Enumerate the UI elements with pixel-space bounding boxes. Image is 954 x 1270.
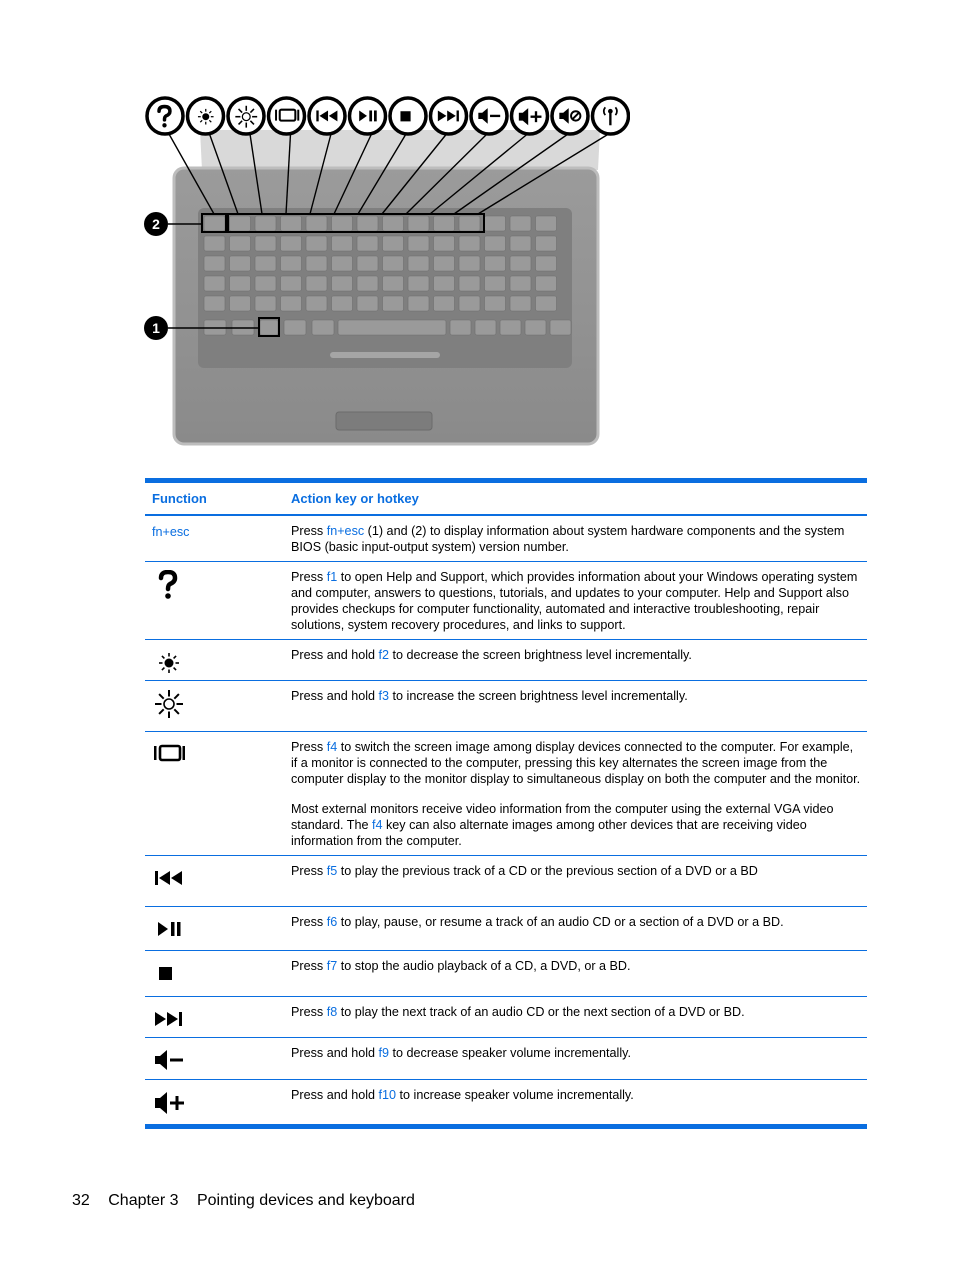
brightness-down-icon bbox=[152, 648, 284, 678]
keyboard-key bbox=[332, 296, 353, 311]
display-switch-icon bbox=[269, 98, 305, 134]
keyboard-key bbox=[204, 276, 225, 291]
description-text: Press and hold bbox=[291, 1046, 379, 1060]
description-text: to open Help and Support, which provides information about your Windows operating system and computer, answers to questions, tutorials, and updates to your computer. Help and Support also provides checkups for computer functionality, automated and interactive troubleshooting, repair solutions, system recovery procedures, and links to support. bbox=[291, 570, 858, 632]
action-description-cell bbox=[284, 951, 867, 996]
previous-track-icon bbox=[309, 98, 345, 134]
keyboard-key bbox=[260, 320, 278, 335]
action-description bbox=[291, 523, 861, 555]
action-description bbox=[291, 569, 861, 633]
next-track-icon bbox=[152, 1005, 284, 1035]
svg-text:1: 1 bbox=[152, 320, 160, 336]
keyboard-key bbox=[475, 320, 496, 335]
function-cell bbox=[145, 516, 284, 561]
previous-track-icon bbox=[152, 864, 284, 894]
page-footer bbox=[72, 1192, 429, 1210]
description-text: (1) and (2) to display information about system hardware components and the system BIOS (basic input-output system) version number. bbox=[291, 524, 845, 554]
function-cell bbox=[145, 640, 284, 680]
keyboard-key bbox=[383, 236, 404, 251]
keyboard-key bbox=[230, 236, 251, 251]
keyboard-key bbox=[536, 216, 557, 231]
hotkey-reference: f9 bbox=[378, 1046, 390, 1060]
action-description bbox=[291, 1045, 861, 1061]
description-text: key can also alternate images among other devices that are receiving video information from the computer. bbox=[291, 818, 807, 848]
description-text: Press bbox=[291, 570, 327, 584]
keyboard-key bbox=[434, 296, 455, 311]
hotkey-reference: f8 bbox=[326, 1005, 338, 1019]
action-description bbox=[291, 863, 861, 879]
chapter-label: Chapter 3 bbox=[108, 1192, 179, 1209]
keyboard-key bbox=[510, 256, 531, 271]
keyboard-key bbox=[255, 236, 276, 251]
action-description bbox=[291, 739, 861, 787]
action-description-cell bbox=[284, 1080, 867, 1124]
header-action: Action key or hotkey bbox=[291, 490, 419, 506]
keyboard-key bbox=[500, 320, 521, 335]
keyboard-key bbox=[459, 276, 480, 291]
keyboard-key bbox=[408, 256, 429, 271]
keyboard-key bbox=[450, 320, 471, 335]
keyboard-key bbox=[536, 296, 557, 311]
volume-down-icon bbox=[471, 98, 507, 134]
keyboard-key bbox=[459, 216, 480, 231]
header-function: Function bbox=[152, 490, 207, 506]
table-row bbox=[145, 681, 867, 732]
keyboard-key bbox=[434, 256, 455, 271]
keyboard-key bbox=[284, 320, 306, 335]
description-text: Press bbox=[291, 1005, 327, 1019]
volume-up-icon bbox=[152, 1088, 284, 1118]
keyboard-illustration bbox=[140, 90, 630, 450]
hotkey-reference: fn+esc bbox=[326, 524, 365, 538]
svg-text:2: 2 bbox=[152, 216, 160, 232]
keyboard-key bbox=[408, 236, 429, 251]
display-switch-icon bbox=[152, 740, 284, 770]
keyboard-key bbox=[459, 296, 480, 311]
description-text: to decrease the screen brightness level incrementally. bbox=[389, 648, 692, 662]
keyboard-key bbox=[204, 236, 225, 251]
action-description bbox=[291, 1087, 861, 1103]
table-row bbox=[145, 951, 867, 997]
function-cell bbox=[145, 951, 284, 996]
volume-up-icon bbox=[512, 98, 548, 134]
description-text: Press and hold bbox=[291, 648, 379, 662]
table-row bbox=[145, 1080, 867, 1124]
keyboard-key bbox=[255, 216, 276, 231]
action-description-cell bbox=[284, 681, 867, 731]
action-description-cell bbox=[284, 516, 867, 561]
action-description-cell bbox=[284, 562, 867, 639]
hotkey-reference: f1 bbox=[326, 570, 338, 584]
hotkey-reference: f6 bbox=[326, 915, 338, 929]
table-row bbox=[145, 856, 867, 907]
function-cell bbox=[145, 907, 284, 950]
action-description-cell bbox=[284, 997, 867, 1037]
function-cell bbox=[145, 1080, 284, 1124]
action-description-cell bbox=[284, 907, 867, 950]
brightness-down-icon bbox=[188, 98, 224, 134]
keyboard-key bbox=[408, 296, 429, 311]
keyboard-key bbox=[510, 236, 531, 251]
keyboard-key bbox=[536, 276, 557, 291]
description-text: Press bbox=[291, 524, 327, 538]
description-text: Press bbox=[291, 959, 327, 973]
description-text: Press bbox=[291, 740, 327, 754]
keyboard-key bbox=[306, 256, 327, 271]
function-cell bbox=[145, 997, 284, 1037]
hotkey-reference: f10 bbox=[378, 1088, 397, 1102]
keyboard-key bbox=[510, 216, 531, 231]
keyboard-key bbox=[408, 276, 429, 291]
keyboard-key bbox=[383, 276, 404, 291]
keyboard-key bbox=[383, 216, 404, 231]
keyboard-key bbox=[485, 296, 506, 311]
wireless-icon bbox=[593, 98, 629, 134]
action-description bbox=[291, 958, 861, 974]
keyboard-key bbox=[230, 296, 251, 311]
play-pause-icon bbox=[350, 98, 386, 134]
keyboard-key bbox=[357, 216, 378, 231]
keyboard-key bbox=[281, 296, 302, 311]
keyboard-key bbox=[306, 236, 327, 251]
table-row bbox=[145, 516, 867, 562]
keyboard-key bbox=[281, 236, 302, 251]
keyboard-key bbox=[510, 296, 531, 311]
keyboard-key bbox=[332, 216, 353, 231]
hotkey-reference: f3 bbox=[378, 689, 390, 703]
keyboard-key bbox=[332, 256, 353, 271]
keyboard-key bbox=[357, 256, 378, 271]
function-cell bbox=[145, 732, 284, 855]
table-row bbox=[145, 997, 867, 1038]
description-text: Press and hold bbox=[291, 1088, 379, 1102]
action-description bbox=[291, 801, 861, 849]
keyboard-key bbox=[281, 256, 302, 271]
keyboard-key bbox=[510, 276, 531, 291]
hotkey-reference: f7 bbox=[326, 959, 338, 973]
function-cell bbox=[145, 1038, 284, 1079]
stop-icon bbox=[152, 959, 284, 989]
spacebar-key bbox=[338, 320, 446, 335]
keyboard-key bbox=[306, 216, 327, 231]
keyboard-key bbox=[230, 276, 251, 291]
table-row bbox=[145, 732, 867, 856]
description-text: to stop the audio playback of a CD, a DVD, or a BD. bbox=[337, 959, 631, 973]
keyboard-key bbox=[204, 256, 225, 271]
brightness-up-icon bbox=[152, 689, 284, 719]
keyboard-key bbox=[306, 276, 327, 291]
stop-icon bbox=[390, 98, 426, 134]
description-text: to decrease speaker volume incrementally. bbox=[389, 1046, 631, 1060]
hotkey-reference: f5 bbox=[326, 864, 338, 878]
description-text: to switch the screen image among display devices connected to the computer. For example, if a monitor is connected to the computer, pressing this key alternates the screen image from the computer display to the monitor display to simultaneous display on both the computer and the monitor. bbox=[291, 740, 861, 786]
function-hotkey-text: fn+esc bbox=[152, 525, 190, 539]
table-header-row bbox=[145, 483, 867, 516]
keyboard-key bbox=[230, 216, 251, 231]
keyboard-key bbox=[550, 320, 571, 335]
keyboard-key bbox=[332, 276, 353, 291]
description-text: to play the next track of an audio CD or the next section of a DVD or BD. bbox=[337, 1005, 745, 1019]
action-description bbox=[291, 914, 861, 930]
keyboard-key bbox=[281, 216, 302, 231]
keyboard-key bbox=[459, 256, 480, 271]
hotkey-reference: f4 bbox=[326, 740, 338, 754]
action-description-cell bbox=[284, 640, 867, 680]
action-key-icons-row bbox=[147, 98, 629, 134]
keyboard-key bbox=[357, 296, 378, 311]
brightness-up-icon bbox=[228, 98, 264, 134]
description-text: Press bbox=[291, 915, 327, 929]
play-pause-icon bbox=[152, 915, 284, 945]
keyboard-key bbox=[357, 236, 378, 251]
mute-icon bbox=[552, 98, 588, 134]
function-cell bbox=[145, 856, 284, 906]
keyboard-key bbox=[204, 216, 225, 231]
keyboard-key bbox=[230, 256, 251, 271]
keyboard-key bbox=[383, 256, 404, 271]
description-text: to play the previous track of a CD or the previous section of a DVD or a BD bbox=[337, 864, 758, 878]
function-cell bbox=[145, 681, 284, 731]
table-row bbox=[145, 562, 867, 640]
keyboard-key bbox=[485, 276, 506, 291]
table-row bbox=[145, 1038, 867, 1080]
keyboard-key bbox=[306, 296, 327, 311]
keyboard-key bbox=[255, 296, 276, 311]
chapter-title: Pointing devices and keyboard bbox=[196, 1192, 415, 1209]
action-description bbox=[291, 688, 861, 704]
keyboard-key bbox=[536, 236, 557, 251]
keyboard-key bbox=[525, 320, 546, 335]
description-text: to play, pause, or resume a track of an audio CD or a section of a DVD or a BD. bbox=[337, 915, 784, 929]
function-cell bbox=[145, 562, 284, 639]
volume-down-icon bbox=[152, 1046, 284, 1076]
action-description bbox=[291, 1004, 861, 1020]
keyboard-key bbox=[332, 236, 353, 251]
keyboard-key bbox=[459, 236, 480, 251]
description-text: Most external monitors receive video information from the computer using the external VGA video standard. The bbox=[291, 802, 834, 832]
keyboard-key bbox=[383, 296, 404, 311]
action-description-cell bbox=[284, 732, 867, 855]
keyboard-key bbox=[485, 236, 506, 251]
keyboard-key bbox=[357, 276, 378, 291]
table-bottom-rule bbox=[145, 1124, 867, 1129]
keyboard-key bbox=[255, 256, 276, 271]
keyboard-key bbox=[434, 276, 455, 291]
action-keys-table bbox=[145, 478, 867, 1129]
keyboard-figure bbox=[140, 90, 630, 450]
keyboard-key bbox=[281, 276, 302, 291]
keyboard-key bbox=[485, 216, 506, 231]
description-text: Press bbox=[291, 864, 327, 878]
keyboard-key bbox=[255, 276, 276, 291]
table-row bbox=[145, 907, 867, 951]
table-row bbox=[145, 640, 867, 681]
keyboard-key bbox=[434, 216, 455, 231]
next-track-icon bbox=[431, 98, 467, 134]
keyboard-key bbox=[536, 256, 557, 271]
keyboard-key bbox=[434, 236, 455, 251]
help-icon bbox=[147, 98, 183, 134]
action-description bbox=[291, 647, 861, 663]
description-text: Press and hold bbox=[291, 689, 379, 703]
hotkey-reference: f2 bbox=[378, 648, 390, 662]
help-icon bbox=[152, 570, 284, 600]
description-text: to increase the screen brightness level incrementally. bbox=[389, 689, 688, 703]
keyboard-key bbox=[408, 216, 429, 231]
page-number: 32 bbox=[72, 1192, 90, 1209]
keyboard-key bbox=[312, 320, 334, 335]
keyboard-key bbox=[485, 256, 506, 271]
description-text: to increase speaker volume incrementally. bbox=[396, 1088, 634, 1102]
hotkey-reference: f4 bbox=[371, 818, 383, 832]
keyboard-key bbox=[204, 296, 225, 311]
action-description-cell bbox=[284, 856, 867, 906]
action-description-cell bbox=[284, 1038, 867, 1079]
